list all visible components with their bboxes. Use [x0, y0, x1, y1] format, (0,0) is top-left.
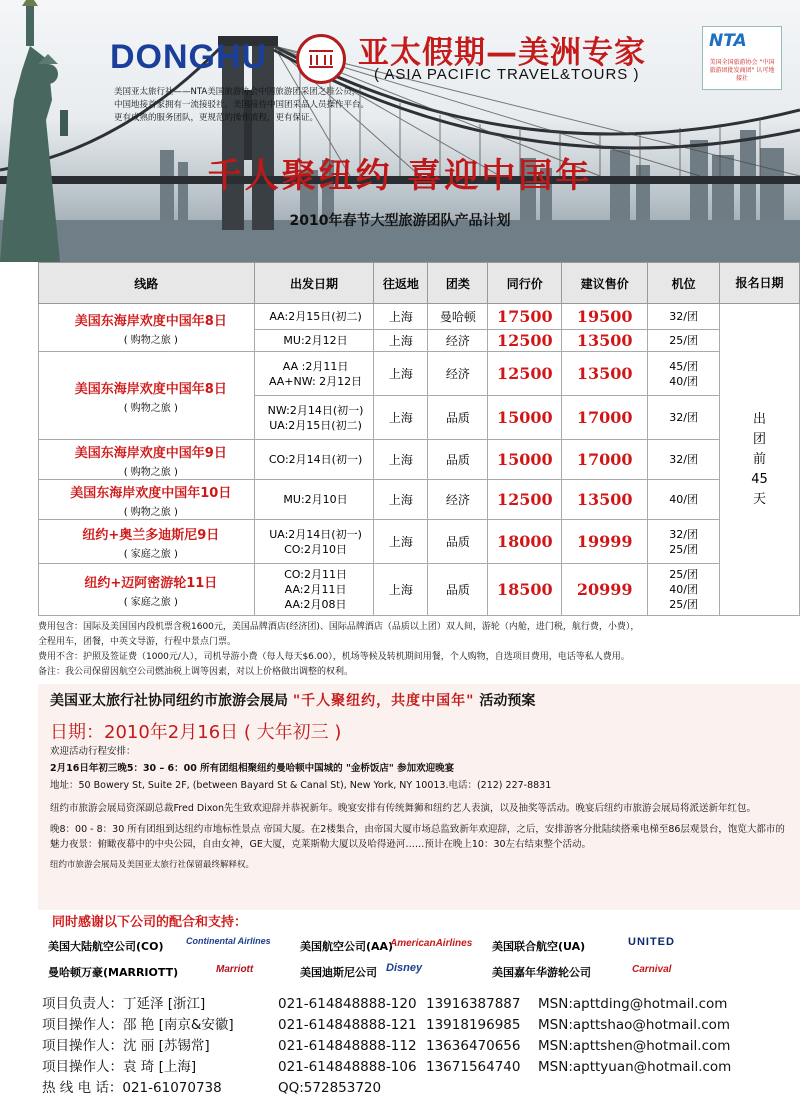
departure-date: UA:2月15日(初二): [269, 418, 362, 432]
contact-tel: 021-614848888-112: [278, 1038, 417, 1054]
departure-date: AA:2月15日(初二): [269, 310, 362, 323]
departure-city: 上海: [374, 396, 428, 440]
col-header-from: 往返地: [374, 263, 428, 304]
col-header-deadline: 报名日期: [720, 263, 800, 304]
route-tag: ( 家庭之旅 ): [123, 596, 178, 608]
departure-date: AA+NW: 2月12日: [268, 374, 363, 388]
hero-banner: [0, 0, 800, 262]
retail-price: 20999: [562, 564, 648, 616]
route-cell: [39, 440, 255, 480]
retail-price: 19999: [562, 520, 648, 564]
product-table: [38, 262, 800, 616]
peer-price: 12500: [488, 330, 562, 352]
departure-city: 上海: [374, 564, 428, 616]
contact-mobile: 13916387887: [426, 996, 521, 1012]
departure-city: 上海: [374, 330, 428, 352]
event-title: [50, 690, 535, 710]
departure-date: MU:2月12日: [283, 334, 348, 347]
seat-count: [648, 330, 720, 352]
route-name: 美国东海岸欢度中国年9日: [74, 445, 227, 461]
table-row: [39, 480, 800, 520]
seat-value: 40/团: [669, 583, 698, 596]
col-header-peer-price: 同行价: [488, 263, 562, 304]
route-cell: [39, 520, 255, 564]
american-airlines-logo: AmericanAirlines: [390, 938, 473, 949]
route-name: 纽约+奥兰多迪斯尼9日: [82, 527, 220, 543]
departure-dates: [254, 520, 374, 564]
deadline-char: 出: [753, 411, 767, 427]
col-header-type: 团类: [428, 263, 488, 304]
departure-date: UA:2月14日(初一): [269, 527, 362, 541]
departure-city: 上海: [374, 352, 428, 396]
departure-city: 上海: [374, 520, 428, 564]
contact-msn: MSN:apttshao@hotmail.com: [538, 1017, 731, 1033]
hotline: 热 线 电 话：021-61070738: [42, 1080, 222, 1096]
seat-value: 40/团: [669, 374, 698, 388]
seat-value: 32/团: [669, 310, 698, 323]
seat-count: [648, 480, 720, 520]
contact-mobile: 13636470656: [426, 1038, 521, 1054]
note-line: 费用包含：国际及美国国内段机票含税1600元，美国品牌酒店(经济团)、国际品牌酒店（品质以上团）双人间，游轮（内舱，进门税，航行费，小费），: [38, 622, 640, 632]
table-header-row: [39, 263, 800, 304]
contact-tel: 021-614848888-120: [278, 996, 417, 1012]
seat-value: 32/团: [669, 411, 698, 424]
tour-type: 经济: [428, 480, 488, 520]
seat-count: [648, 352, 720, 396]
departure-dates: [254, 352, 374, 396]
departure-date: AA :2月11日: [282, 359, 349, 373]
peer-price: 15000: [488, 440, 562, 480]
retail-price: 17000: [562, 396, 648, 440]
route-cell: [39, 304, 255, 352]
aptt-seal-icon: [299, 37, 343, 81]
partner-list: [38, 936, 800, 990]
peer-price: 17500: [488, 304, 562, 330]
note-line: 备注：我公司保留因航空公司燃油税上调等因素，对以上价格做出调整的权利。: [38, 667, 354, 677]
peer-price: 15000: [488, 396, 562, 440]
peer-price: 12500: [488, 352, 562, 396]
contact-tel: 021-614848888-121: [278, 1017, 417, 1033]
deadline-char: 团: [753, 431, 767, 447]
route-cell: [39, 480, 255, 520]
route-name: 美国东海岸欢度中国年10日: [70, 485, 232, 501]
thanks-heading: 同时感谢以下公司的配合和支持：: [52, 915, 248, 930]
retail-price: 19500: [562, 304, 648, 330]
intro-line: 美国亚太旅行社——NTA美国旅游协会中国旅游团采团之唯公员，: [114, 87, 361, 97]
contact-msn: MSN:apttshen@hotmail.com: [538, 1038, 731, 1054]
departure-date: CO:2月14日(初一): [268, 453, 363, 466]
company-intro: [114, 86, 414, 125]
header-subtitle: ( ASIA PACIFIC TRAVEL&TOURS ): [374, 66, 640, 83]
departure-date: AA:2月11日: [284, 583, 347, 596]
seat-value: 40/团: [669, 493, 698, 506]
seat-value: 25/团: [669, 542, 698, 556]
peer-price: 18500: [488, 564, 562, 616]
table-row: [39, 440, 800, 480]
deadline-char: 45: [751, 471, 768, 487]
retail-price: 13500: [562, 330, 648, 352]
aptt-seal-logo: [296, 34, 346, 84]
contact-mobile: 13671564740: [426, 1059, 521, 1075]
contact-msn: MSN:apttding@hotmail.com: [538, 996, 728, 1012]
nta-logo: [702, 26, 782, 90]
departure-dates: [254, 480, 374, 520]
seat-count: [648, 440, 720, 480]
marriott-logo: Marriott: [216, 964, 254, 975]
contact-row: [42, 994, 792, 1015]
deadline-char: 天: [753, 491, 767, 507]
contact-mobile: 13918196985: [426, 1017, 521, 1033]
contact-row: [42, 1036, 792, 1057]
route-name: 美国东海岸欢度中国年8日: [74, 381, 227, 397]
table-body: [39, 304, 800, 616]
deadline-cell: [720, 304, 800, 616]
partner-name: 美国航空公司(AA): [300, 940, 394, 953]
seat-value: 45/团: [669, 359, 698, 373]
route-cell: [39, 564, 255, 616]
event-title-prefix: 美国亚太旅行社协同纽约市旅游会展局: [50, 693, 293, 709]
event-address: 地址：50 Bowery St, Suite 2F, (between Bayard St & Canal St), New York, NY 10013.电话：(212) 227-8831: [50, 780, 552, 791]
partner-name: 美国迪斯尼公司: [300, 966, 377, 979]
departure-date: CO:2月11日: [284, 568, 347, 581]
seat-value: 25/团: [669, 334, 698, 347]
peer-price: 18000: [488, 520, 562, 564]
tour-type: 品质: [428, 440, 488, 480]
disney-logo: Disney: [386, 962, 423, 974]
event-welcome: 欢迎活动行程安排：: [50, 746, 136, 757]
event-title-suffix: 活动预案: [474, 693, 536, 709]
route-name: 纽约+迈阿密游轮11日: [84, 575, 218, 591]
route-cell: [39, 352, 255, 440]
route-tag: ( 购物之旅 ): [123, 466, 178, 478]
nta-caption: 美国全国旅游协会 "中国旅游团批发商团" 认可地接社: [709, 59, 775, 82]
departure-date: NW:2月14日(初一): [267, 403, 364, 417]
departure-dates: [254, 330, 374, 352]
departure-city: 上海: [374, 440, 428, 480]
continental-logo: Continental Airlines: [186, 936, 271, 946]
departure-city: 上海: [374, 304, 428, 330]
contact-role: 项目操作人：邵 艳 [南京&安徽]: [42, 1017, 234, 1033]
carnival-logo: Carnival: [632, 964, 672, 975]
seat-value: 25/团: [669, 598, 698, 611]
retail-price: 13500: [562, 352, 648, 396]
table-row: [39, 520, 800, 564]
seat-count: [648, 520, 720, 564]
departure-dates: [254, 440, 374, 480]
departure-dates: [254, 564, 374, 616]
deadline-char: 前: [753, 451, 767, 467]
retail-price: 13500: [562, 480, 648, 520]
contact-row: [42, 1078, 792, 1099]
partner-name: 美国大陆航空公司(CO): [48, 940, 164, 953]
contact-list: [42, 994, 792, 1099]
note-line: 费用不含：护照及签证费（1000元/人），司机导游小费（每人每天$6.00），机场等候及转机期间用餐，个人购物，自选项目费用，电话等私人费用。: [38, 652, 630, 662]
contact-role: 项目负责人：丁延泽 [浙江]: [42, 996, 206, 1012]
departure-city: 上海: [374, 480, 428, 520]
departure-date: AA:2月08日: [284, 598, 347, 611]
departure-dates: [254, 304, 374, 330]
contact-tel: 021-614848888-106: [278, 1059, 417, 1075]
plan-title: 2010年春节大型旅游团队产品计划: [289, 213, 511, 229]
united-logo: UNITED: [628, 936, 675, 948]
table-row: [39, 564, 800, 616]
seat-value: 25/团: [669, 568, 698, 581]
col-header-retail-price: 建议售价: [562, 263, 648, 304]
departure-dates: [254, 396, 374, 440]
route-tag: ( 家庭之旅 ): [123, 548, 178, 560]
route-tag: ( 购物之旅 ): [123, 334, 178, 346]
col-header-seats: 机位: [648, 263, 720, 304]
contact-msn: MSN:apttyuan@hotmail.com: [538, 1059, 732, 1075]
peer-price: 12500: [488, 480, 562, 520]
table-row: [39, 304, 800, 330]
seat-count: [648, 304, 720, 330]
slogan: 千人聚纽约 喜迎中国年: [207, 156, 593, 196]
event-date: 日期：2010年2月16日 ( 大年初三 ): [50, 722, 342, 743]
nta-logo-text: NTA: [709, 31, 747, 51]
seat-count: [648, 564, 720, 616]
retail-price: 17000: [562, 440, 648, 480]
col-header-date: 出发日期: [254, 263, 374, 304]
contact-row: [42, 1015, 792, 1036]
contact-row: [42, 1057, 792, 1078]
departure-date: CO:2月10日: [284, 542, 347, 556]
event-section: [38, 684, 800, 910]
intro-line: 更有成熟的服务团队，更规范的操作流程，更有保证。: [114, 113, 319, 123]
event-title-quote: "千人聚纽约，共度中国年": [292, 693, 475, 709]
seat-value: 32/团: [669, 527, 698, 541]
partner-name: 美国联合航空(UA): [492, 940, 586, 953]
tour-type: 曼哈顿: [428, 304, 488, 330]
partner-name: 曼哈顿万豪(MARRIOTT): [48, 966, 179, 979]
tour-type: 经济: [428, 352, 488, 396]
qq-number: QQ:572853720: [278, 1080, 382, 1096]
event-paragraph: 晚8：00 - 8：30 所有团组到达纽约市地标性景点 帝国大厦。在2楼集合，由帝国大厦市场总监致新年欢迎辞，之后，安排游客分批陆续搭乘电梯至86层观景台，饱览大都市的魅力夜景：俯瞰夜幕中的中央公园，自由女神，GE大厦，克莱斯勒大厦以及哈得逊河……预计在晚上10：30左右结束整个活动。: [50, 824, 785, 850]
event-line-dinner: 2月16日年初三晚5：30 – 6：00 所有团组相聚纽约曼哈顿中国城的 "金桥饭店" 参加欢迎晚宴: [50, 763, 455, 774]
route-tag: ( 购物之旅 ): [123, 506, 178, 518]
tour-type: 品质: [428, 564, 488, 616]
intro-line: 中国地接首家拥有一流接驳社，美国接待中国团采品人员操作平台。: [114, 100, 370, 110]
route-name: 美国东海岸欢度中国年8日: [74, 313, 227, 329]
tour-type: 品质: [428, 520, 488, 564]
header-title: 亚太假期—美洲专家: [358, 35, 646, 71]
contact-role: 项目操作人：沈 丽 [苏锡常]: [42, 1038, 210, 1054]
donghu-logo: DONGHU: [110, 38, 268, 76]
tour-type: 经济: [428, 330, 488, 352]
departure-date: MU:2月10日: [283, 493, 348, 506]
event-disclaimer: 纽约市旅游会展局及美国亚太旅行社保留最终解释权。: [50, 860, 255, 870]
seat-value: 32/团: [669, 453, 698, 466]
fee-notes: [38, 620, 796, 680]
event-paragraph: 纽约市旅游会展局资深副总裁Fred Dixon先生致欢迎辞并恭祝新年。晚宴安排有传统舞狮和纽约艺人表演，以及抽奖等活动。晚宴后纽约市旅游会展局将派送新年红包。: [50, 803, 756, 814]
partner-name: 美国嘉年华游轮公司: [492, 966, 591, 979]
seat-count: [648, 396, 720, 440]
event-body: [50, 744, 790, 875]
col-header-route: 线路: [39, 263, 255, 304]
route-tag: ( 购物之旅 ): [123, 402, 178, 414]
contact-role: 项目操作人：袁 琦 [上海]: [42, 1059, 197, 1075]
table-row: [39, 352, 800, 396]
note-line: 全程用车，团餐，中英文导游，行程中景点门票。: [38, 637, 237, 647]
tour-type: 品质: [428, 396, 488, 440]
